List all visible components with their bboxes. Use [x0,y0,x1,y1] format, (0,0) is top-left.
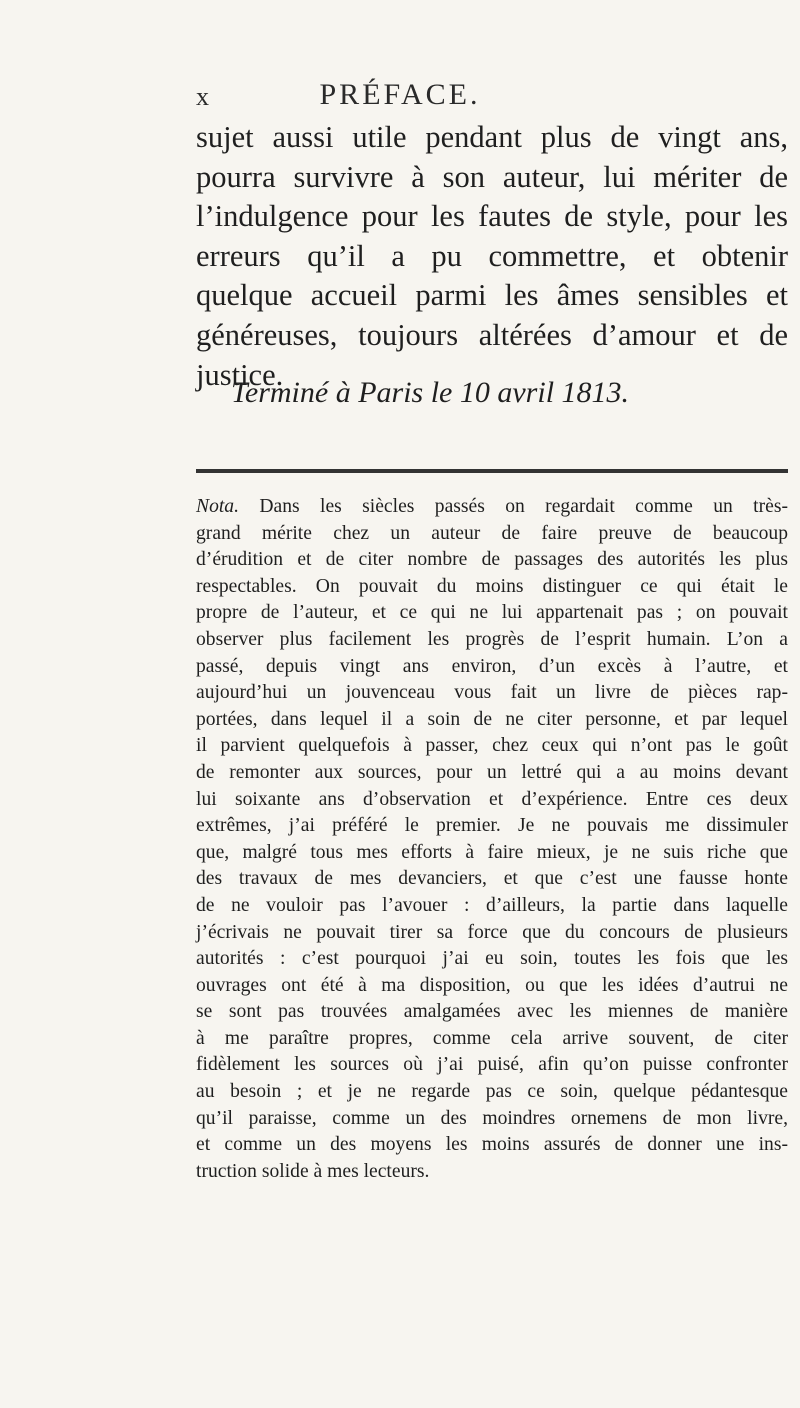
note-line: grand mérite chez un auteur de faire preuve de beaucoup [196,522,788,544]
note-line: fidèlement les sources où j’ai puisé, afin qu’on puisse confronter [196,1054,788,1076]
note-line: au besoin ; et je ne regarde pas ce soin, quelque pédantesque [196,1081,788,1103]
text-line: quelque accueil parmi les âmes sensibles et [196,278,788,313]
note-line: portées, dans lequel il a soin de ne citer personne, et par lequel [196,708,788,730]
nota-label: Nota. [196,496,240,517]
note-line: extrêmes, j’ai préféré le premier. Je ne pouvais me dissimuler [196,815,788,837]
note-line: truction solide à mes lecteurs. [196,1160,430,1182]
text-line: justice. [196,357,284,392]
note-line: ouvrages ont été à ma disposition, ou que les idées d’autrui ne [196,974,788,996]
horizontal-rule [196,469,788,473]
page-number: x [196,82,209,111]
note-line: propre de l’auteur, et ce qui ne lui appartenait pas ; on pouvait [196,602,788,624]
note-line: et comme un des moyens les moins assurés de donner une ins- [196,1134,788,1156]
signature-dateline: Terminé à Paris le 10 avril 1813. [230,376,630,409]
note-line: autorités : c’est pourquoi j’ai eu soin, toutes les fois que les [196,948,788,970]
note-line: des travaux de mes devanciers, et que c’est une fausse honte [196,868,788,890]
note-line: aujourd’hui un jouvenceau vous fait un livre de pièces rap- [196,682,788,704]
note-line: respectables. On pouvait du moins distinguer ce qui était le [196,575,788,597]
text-line: l’indulgence pour les fautes de style, pour les [196,199,788,234]
note-line: passé, depuis vingt ans environ, d’un excès à l’autre, et [196,655,788,677]
text-line: généreuses, toujours altérées d’amour et de [196,317,788,352]
note-first-line [196,494,788,521]
nota-paragraph [196,494,788,1185]
text-line: sujet aussi utile pendant plus de vingt ans, [196,120,788,154]
note-line: de ne vouloir pas l’avouer : d’ailleurs, la partie dans laquelle [196,894,788,916]
note-first-line-text: Dans les siècles passés on regardait comme un très- [239,496,788,517]
note-line: de remonter aux sources, pour un lettré qui a au moins devant [196,761,788,783]
text-line: pourra survivre à son auteur, lui mériter de [196,159,788,194]
running-title: PRÉFACE. [319,78,481,111]
note-line: observer plus facilement les progrès de l’esprit humain. L’on a [196,628,788,650]
note-line: qu’il paraisse, comme un des moindres ornemens de mon livre, [196,1107,788,1129]
note-line: j’écrivais ne pouvait tirer sa force que du concours de plusieurs [196,921,788,943]
note-line: il parvient quelquefois à passer, chez ceux qui n’ont pas le goût [196,735,788,757]
note-line: se sont pas trouvées amalgamées avec les miennes de manière [196,1001,788,1023]
note-line: que, malgré tous mes efforts à faire mieux, je ne suis riche que [196,841,788,863]
text-line: erreurs qu’il a pu commettre, et obtenir [196,238,788,273]
main-paragraph [196,118,788,395]
note-line: d’érudition et de citer nombre de passages des autorités les plus [196,549,788,571]
note-line: à me paraître propres, comme cela arrive souvent, de citer [196,1027,788,1049]
page-header [0,78,800,118]
note-line: lui soixante ans d’observation et d’expérience. Entre ces deux [196,788,788,810]
